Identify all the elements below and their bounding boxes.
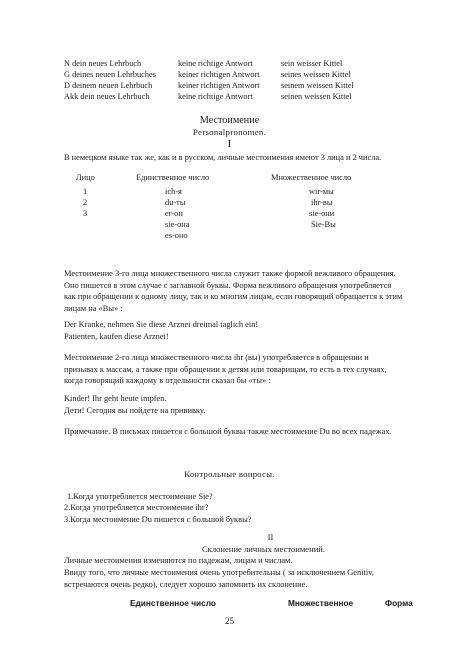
- questions-title: Контрольные вопросы.: [184, 469, 275, 479]
- header-singular: Единственное число: [130, 598, 216, 608]
- example-line: Der Kranke, nehmen Sie diese Arznei dreimal taglich ein!: [64, 320, 259, 329]
- header-plural: Множественное: [288, 598, 354, 608]
- singular-pronoun: du-ты: [165, 198, 186, 207]
- section-subtitle: Personalpronomen.: [192, 127, 267, 137]
- decl-cell: keiner richtigen Antwort: [178, 81, 260, 90]
- header-form: Форма: [385, 598, 413, 608]
- singular-pronoun: ich-я: [165, 187, 182, 196]
- person-number: 1: [83, 187, 88, 196]
- decl-cell: seines weissen Kittel: [281, 70, 351, 79]
- plural-pronoun: wir-мы: [309, 187, 334, 196]
- decl-cell: keine richtige Antwort: [178, 59, 253, 68]
- decl-cell: seinen weissen Kittel: [281, 92, 352, 101]
- decl-cell: keine richtige Antwort: [178, 92, 253, 101]
- section2-title: Склонение личных местоимений.: [201, 544, 326, 554]
- intro-text: В немецком языке так же, как и в русском, личные местоимения имеют 3 лица и 2 числа.: [64, 153, 382, 162]
- question-item: 1.Когда употребляется местоимение Sie?: [67, 492, 213, 501]
- decl-cell: G deines neuen Lehrbuches: [64, 70, 156, 79]
- decl-cell: keiner richtigen Antwort: [178, 70, 260, 79]
- singular-pronoun: er-он: [165, 209, 183, 218]
- section2-text: Ввиду того, что личные местоимения очень употребительны ( за исключением Genitiv, встречаются очень редко), следует хорошо запомнить их склонение.: [64, 568, 374, 589]
- paragraph-polite-form: Местоимение 3-го лица множественного числа служит также формой вежливого обращения. Оно пишется в этом случае с заглавной буквы. Форма вежливого обращения употребляется как при обращении к одному лицу, так и ко многим лицам, если говорящий обращается к этим лицам на «Вы» :: [64, 269, 403, 313]
- header-singular: Единственное число: [136, 173, 210, 182]
- header-person: Лицо: [76, 173, 95, 182]
- plural-pronoun: ihr-вы: [311, 198, 333, 207]
- example-line: Patienten, kaufen diese Arznei!: [64, 332, 169, 341]
- person-number: 2: [83, 198, 88, 207]
- decl-cell: D deinem neuen Lehrbuch: [64, 81, 153, 90]
- decl-cell: seinem weissen Kittel: [281, 81, 354, 90]
- paragraph-ihr-usage: Местоимение 2-го лица множественного числа ihr (вы) употребляется в обращении и призывах к массам, а также при обращении к детям или товарищам, то есть в тех случаях, когда говорящий каждому в отдельности сказал бы «ты» :: [64, 353, 387, 386]
- plural-pronoun: Sie-Вы: [311, 220, 336, 229]
- person-number: 3: [83, 209, 88, 218]
- note-text: Примечание. В письмах пишется с большой буквы также местоимение Du во всех падежах.: [64, 427, 392, 436]
- example-line: Дети! Сегодня вы пойдете на прививку.: [64, 406, 206, 415]
- singular-pronoun: es-оно: [165, 231, 188, 240]
- section2-line: Личные местоимения изменяются по падежам, лицам и числам.: [64, 556, 293, 565]
- example-line: Kinder! Ihr geht heute impfen.: [64, 394, 167, 403]
- question-item: 3.Когда местоимение Du пишется с большой буквы?: [64, 515, 252, 524]
- section2-numeral: II: [267, 532, 274, 542]
- page-number: 25: [225, 616, 234, 626]
- plural-pronoun: sie-они: [309, 209, 335, 218]
- decl-cell: N dein neues Lehrbuch: [64, 59, 142, 68]
- header-plural: Множественное число: [271, 173, 352, 182]
- decl-cell: Akk dein neues Lehrbuch: [64, 92, 150, 101]
- section-numeral: I: [227, 138, 232, 150]
- section-title: Местоимение: [199, 115, 260, 126]
- singular-pronoun: sie-она: [165, 220, 190, 229]
- question-item: 2.Когда употребляется местоимение ihr?: [64, 503, 209, 512]
- decl-cell: sein weisser Kittel: [281, 59, 343, 68]
